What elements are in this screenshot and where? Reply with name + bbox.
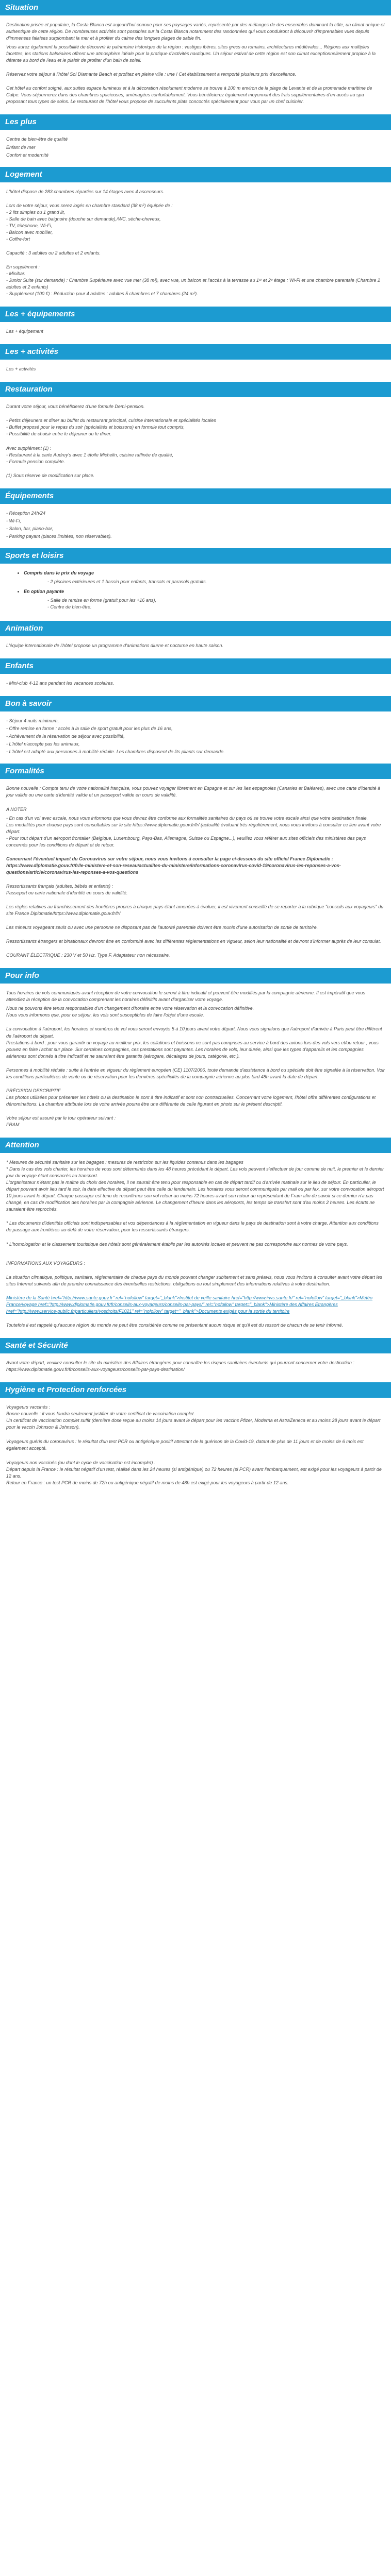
section-title-logement: Logement (0, 167, 391, 182)
section-hygiene (0, 1398, 391, 1496)
paragraph: - En cas d'un vol avec escale, nous vous informons que vous devrez être conforme aux formalités sanitaires du pays où se trouve votre escale ainsi que votre destination finale. Les modalités pour chaque pays sont consultables sur le site https://www.diplomatie.gouv.fr/fr/ (actualité évoluant très régulièrement, nous vous invitons à consulter ce lien avant votre départ. - Pour tout départ d'un aéroport frontalier (Belgique, Luxembourg, Pays-Bas, Allemagne, Suisse ou Espagne...), veuillez vous référer aux sites officiels des ministères des pays concernés pour les conditions de départ et de retour. (6, 815, 381, 848)
list-item (24, 570, 385, 585)
paragraph: La convocation à l'aéroport, les horaires et numéros de vol vous seront envoyés 5 à 10 jours avant votre départ. Nous vous signalons que l'aéroport d'arrivée à Paris peut être différent de l'aéroport de départ. Prestations à bord : pour vous garantir un voyage au meilleur prix, les collations et boissons ne sont pas comprises au service à bord des avions lors des vols vers et/ou retour ; vous pouvez en faire l'achat sur place. Sur certaines compagnies, ces prestations sont payantes. Les horaires de vols, leur durée, ainsi que les types d'appareils et les compagnies aériennes sont donnés à titre indicatif et ne sauraient être garantis (aérogare, décalages de jours, catégorie, etc.). (6, 1026, 382, 1059)
section-title-equip-plus: Les + équipements (0, 307, 391, 322)
list-item: Enfant de mer (6, 144, 36, 150)
paragraph: Voyageurs non vaccinés (ou dont le cycle de vaccination est incomplet) : Départ depuis la France : le résultat négatif d'un test, réalisé dans les 24 heures (si antigénique) ou 72 heures (si PCR) avant l'embarquement, est exigé pour les voyageurs à partir de 12 ans. Retour en France : un test PCR de moins de 72h ou antigénique négatif de moins de 48h est exigé pour les voyageurs à partir de 12 ans. (6, 1460, 382, 1486)
paragraph: L'équipe internationale de l'hôtel propose un programme d'animations diurne et nocturne en haute saison. (6, 643, 223, 649)
paragraph: Destination prisée et populaire, la Costa Blanca est aujourd'hui connue pour ses paysages variés, représenté par des mélanges de des ensembles dominant la côte, un climat unique et authentique de cette région. De nombreuses activités sont possibles sur la Costa Blanca notamment des randonnées qui vous conduiront à découvrir d'imprenables vues depuis d'immenses falaises surplombant la mer et à profiter du calme des longues plages de sable fin. (6, 22, 385, 41)
paragraph: Durant votre séjour, vous bénéficierez d'une formule Demi-pension. (6, 404, 145, 410)
section-title-formalites: Formalités (0, 764, 391, 779)
paragraph: Votre séjour est assuré par le tour opérateur suivant : FRAM (6, 1115, 116, 1127)
paragraph: Bonne nouvelle : Compte tenu de votre nationalité française, vous pouvez voyager librement en Espagne et sur les îles espagnoles (Canaries et Baléares), avec une carte d'identité à jour valide ou une carte d'identité valide et un passeport valide en cours de validité. (6, 786, 381, 798)
paragraph: * Mesures de sécurité sanitaire sur les bagages : mesures de restriction sur les liquides contenus dans les bagages * Dans le cas des vols charter, les horaires de vous sont déterminés dans les 48 heures précédant le départ. Les vols peuvent s'effectuer de jour comme de nuit, le premier et le dernier jour du voyage étant consacrés au transport. L'organisateur n'étant pas le maître du choix des horaires, il ne saurait être tenu pour responsable en cas de départ tardif ou d'arrivée matinale sur le lieu de séjour. En particulier, le départ pouvant avoir lieu tard le soir, la date effective de départ peut être celle du lendemain. Les horaires vous seront communiqués par mail ou par fax, sur votre convocation aéroport 10 jours avant le départ. Chaque passager est tenu de reconfirmer son vol retour au moins 72 heures avant son retour au représentant de Fram afin de savoir si ce dernier n'a pas changé, en cas de modification des horaires par la compagnie aérienne. Le changement d'heure dans les aéroports, les temps de transfert sont d'au moins 2 heures. Les écarts ne sauraient être reprochés. (6, 1160, 384, 1212)
section-title-pour-info: Pour info (0, 968, 391, 984)
list-item: - Réception 24h/24 (6, 510, 46, 516)
section-title-animation: Animation (0, 621, 391, 636)
section-logement (0, 182, 391, 307)
section-formalites (0, 779, 391, 968)
paragraph: * L'homologation et le classement touristique des hôtels sont généralement établis par les autorités locales et peuvent ne pas correspondre aux normes de votre pays. (6, 1241, 348, 1247)
paragraph: INFORMATIONS AUX VOYAGEURS : (6, 1260, 86, 1266)
paragraph: Les + activités (6, 366, 36, 372)
paragraph: Avec supplément (1) : - Restaurant à la carte Audrey's avec 1 étoile Michelin, cuisine raffinée de qualité, - Formule pension complète. (6, 445, 174, 464)
list-item (24, 588, 385, 611)
section-restauration (0, 397, 391, 488)
section-title-sante: Santé et Sécurité (0, 1338, 391, 1353)
list-item: - Salon, bar, piano-bar, (6, 526, 54, 531)
paragraph: Lors de votre séjour, vous serez logés en chambre standard (38 m²) équipée de : - 2 lits simples ou 1 grand lit, - Salle de bain avec baignoire (douche sur demande),/WC, sèche-cheveux, - TV, téléphone, Wi-Fi, - Balcon avec mobilier, - Coffre-fort (6, 202, 173, 242)
section-title-equipements: Équipements (0, 488, 391, 504)
list-item: - Offre remise en forme : accès à la salle de sport gratuit pour les plus de 16 ans, (6, 726, 173, 732)
section-enfants (0, 674, 391, 696)
section-situation (0, 15, 391, 114)
paid-label: En option payante (24, 588, 64, 594)
paragraph: COURANT ÉLECTRIQUE : 230 V et 50 Hz. Type F. Adaptateur non nécessaire. (6, 953, 170, 958)
paragraph: Ressortissants français (adultes, bébés et enfants) : Passeport ou carte nationale d'identité en cours de validité. (6, 883, 128, 895)
paragraph: La situation climatique, politique, sanitaire, réglementaire de chaque pays du monde pouvant changer subitement et sans préavis, nous vous invitons à consulter avant votre départ les sites Internet suivants afin de prendre connaissance des éventuelles restrictions, obligations ou tout simplement des informations relatives à votre destination. (6, 1274, 382, 1286)
paragraph: Avant votre départ, veuillez consulter le site du ministère des Affaires étrangères pour connaître les risques sanitaires éventuels qui pourront concerner votre destination : https://www.diplomatie.gouv.fr/fr/conseils-aux-voyageurs/conseils-par-pays-destination/ (6, 1360, 354, 1372)
paragraph: Les + équipement (6, 329, 43, 334)
list-item: - Achèvement de la réservation de séjour avec possibilité, (6, 734, 125, 739)
free-label: Compris dans le prix du voyage (24, 570, 94, 575)
paragraph: Tous horaires de vols communiqués avant réception de votre convocation le seront à titre indicatif et peuvent être modifiés par la compagnie aérienne. Il est impératif que vous attendiez la réception de la convocation comprenant les horaires définitifs avant d'organiser votre voyage. (6, 990, 366, 1003)
paragraph: Réservez votre séjour à l'hôtel Sol Diamante Beach et profitez en pleine ville : une ! Cet établissement a remporté plusieurs prix d'excellence. (6, 72, 297, 77)
paragraph: Toutefois il est rappelé qu'aucune région du monde ne peut être considérée comme ne présentant aucun risque et qu'il est du ressort de chacun de se tenir informé. (6, 1322, 344, 1328)
paragraph: Nous ne pouvons être tenus responsables d'un changement d'horaire entre votre réservation et la convocation définitive. Nous vous informons que, pour ce séjour, les vols sont susceptibles de faire l'objet d'une escale. (6, 1006, 254, 1018)
list-item: - Séjour 4 nuits minimum, (6, 718, 59, 724)
paid-items: - Salle de remise en forme (gratuit pour les +16 ans), - Centre de bien-être. (47, 598, 156, 610)
paragraph: Personnes à mobilité réduite : suite à l'entrée en vigueur du règlement européen (CE) 1107/2006, toute demande d'assistance à bord ou spéciale doit être signalée à la réservation. Voir les conditions particulières de vente ou de réservation pour les dernières spécificités de la compagnie aérienne au plus tard 48h avant la date de départ. (6, 1067, 385, 1079)
section-activites-plus (0, 360, 391, 382)
paragraph: Concernant l'éventuel impact du Coronavirus sur votre séjour, nous vous invitons à consulter la page ci-dessous du site officiel France Diplomatie : https://www.diplomatie.gouv.fr/fr/le-ministere-et-son-reseau/actualites-du-ministere/informations-coronavirus-covid-19/coronavirus-les-reponses-a-vos-questions/article/coronavirus-les-reponses-a-vos-questions (6, 856, 341, 875)
paragraph: L'hôtel dispose de 283 chambres réparties sur 14 étages avec 4 ascenseurs. (6, 189, 165, 194)
paragraph: Voyageurs guéris du coronavirus : le résultat d'un test PCR ou antigénique positif attestant de la guérison de la Covid-19, datant de plus de 11 jours et de moins de 6 mois est également accepté. (6, 1439, 364, 1451)
section-plus (0, 130, 391, 166)
list-item: - Parking payant (places limitées, non réservables). (6, 533, 112, 539)
section-title-restauration: Restauration (0, 382, 391, 397)
list-item: - Wi-Fi, (6, 518, 21, 523)
sports-list (24, 570, 385, 611)
paragraph: En supplément : - Minibar. - Junior Suite (sur demande) : Chambre Supérieure avec vue mer (38 m²), avec vue, un balcon et l'accès à la terrasse au 1ᵉʳ et 2ᵉ étage : Wi-Fi et une chambre parentale (Chambre 2 adultes et 2 enfants) - Supplément (100 €) : Réduction pour 4 adultes : adultes 5 chambres et 7 chambres (24 m²). (6, 264, 380, 297)
paragraph: Les règles relatives au franchissement des frontières propres à chaque pays étant amenées à évoluer, il est vivement conseillé de se reporter à la rubrique "conseils aux voyageurs" du site France Diplomatie/https://www.diplomatie.gouv.fr/fr/ (6, 904, 384, 917)
paragraph: Vous aurez également la possibilité de découvrir le patrimoine historique de la région : vestiges ibères, sites grecs ou romains, architectures médiévales... Régions aux multiples facettes, les stations balnéaires offrent une atmosphère idéale pour la pratique d'activités nautiques. Un séjour estival de cette région est son climat exceptionnellement propice à la détente au bord de l'eau et le plaisir de profiter d'un bain de soleil. (6, 44, 376, 63)
list-item: - L'hôtel est adapté aux personnes à mobilité réduite. Les chambres disposent de lits pliants sur demande. (6, 749, 225, 755)
section-title-situation: Situation (0, 0, 391, 15)
free-items: - 2 piscines extérieures et 1 bassin pour enfants, transats et parasols gratuits. (47, 579, 207, 584)
section-sports (0, 564, 391, 621)
section-sante (0, 1353, 391, 1382)
section-title-activites-plus: Les + activités (0, 344, 391, 360)
section-title-enfants: Enfants (0, 658, 391, 674)
paragraph: Ressortissants étrangers et binationaux devront être en conformité avec les différentes réglementations en vigueur, selon leur nationalité et devront s'informer auprès de leur consulat. (6, 939, 381, 944)
paragraph: - Petits déjeuners et dîner au buffet du restaurant principal, cuisine internationale et spécialités locales - Buffet proposé pour le repas du soir (spécialités et boissons) en formule tout compris, - Possibilité de choisir entre le déjeuner ou le dîner. (6, 418, 216, 437)
paragraph: - Mini-club 4-12 ans pendant les vacances scolaires. (6, 681, 115, 686)
section-title-plus: Les plus (0, 114, 391, 130)
section-title-bon-savoir: Bon à savoir (0, 696, 391, 711)
paragraph: Cet hôtel au confort soigné, aux suites espace lumineux et à la décoration résolument moderne se trouve à 100 m environ de la plage de Levante et de la promenade maritime de Calpe. Vous séjournerez dans des chambres spacieuses, aménagées confortablement. Vous bénéficierez également moyennant des frais supplémentaires d'un accès au spa proposant tous types de soins. Le restaurant de l'hôtel vous propose de succulents plats concoctés spécialement pour vous par un chef cuisinier. (6, 86, 372, 105)
paragraph: Voyageurs vaccinés : Bonne nouvelle : il vous faudra seulement justifier de votre certificat de vaccination complet. Un certificat de vaccination complet suffit (dernière dose reçue au moins 14 jours avant le départ pour les vaccins Pfizer, Moderna et AstraZeneca et au moins 28 jours avant le départ pour le vaccin Johnson & Johnson). (6, 1404, 381, 1430)
section-equip-plus (0, 322, 391, 344)
list-item: Centre de bien-être de qualité (6, 137, 68, 142)
paragraph: Les mineurs voyageant seuls ou avec une personne ne disposant pas de l'autorité parentale doivent être munis d'une autorisation de sortie de territoire. (6, 925, 318, 930)
links-paragraph[interactable]: Ministère de la Santé href="http://www.sante.gouv.fr" rel="nofollow" target="_blank">Institut de veille sanitaire href="http://www.invs.sante.fr/" rel="nofollow" target="_blank">Météo France/voyage href="http://www.diplomatie.gouv.fr/fr/conseils-aux-voyageurs/conseils-par-pays/" rel="nofollow" target="_blank">Ministère des Affaires Etrangères href="http://www.service-public.fr/particuliers/vosdroits/F1021" rel="nofollow" target="_blank">Documents exigés pour la sortie du territoire (6, 1295, 373, 1314)
section-bon-savoir (0, 711, 391, 764)
section-title-sports: Sports et loisirs (0, 548, 391, 564)
list-item: - L'hôtel n'accepte pas les animaux, (6, 741, 80, 747)
section-title-attention: Attention (0, 1138, 391, 1153)
paragraph: (1) Sous réserve de modification sur place. (6, 472, 95, 478)
section-animation (0, 636, 391, 658)
section-title-hygiene: Hygiène et Protection renforcées (0, 1382, 391, 1398)
paragraph: Capacité : 3 adultes ou 2 adultes et 2 enfants. (6, 250, 101, 256)
list-item: Confort et modernité (6, 152, 49, 158)
section-attention (0, 1153, 391, 1338)
paragraph: * Les documents d'identités officiels sont indispensables et vos dépendances à la réglementation en vigueur dans le pays de destination sont à votre charge. Attention aux conditions de passage aux frontières au-delà de votre réservation, pour les ressortissants étrangers. (6, 1221, 379, 1233)
section-equipements (0, 504, 391, 548)
section-pour-info (0, 984, 391, 1138)
paragraph: PRÉCISION DESCRIPTIF Les photos utilisées pour présenter les hôtels ou la destination le sont à titre indicatif et sont non contractuelles. Concernant votre logement, l'hôtel offre différentes configurations et dénominations. La chambre attribuée lors de votre arrivée pourra être une différente de celle figurant en photo sur le présent descriptif. (6, 1088, 376, 1107)
paragraph: A NOTER (6, 806, 27, 812)
